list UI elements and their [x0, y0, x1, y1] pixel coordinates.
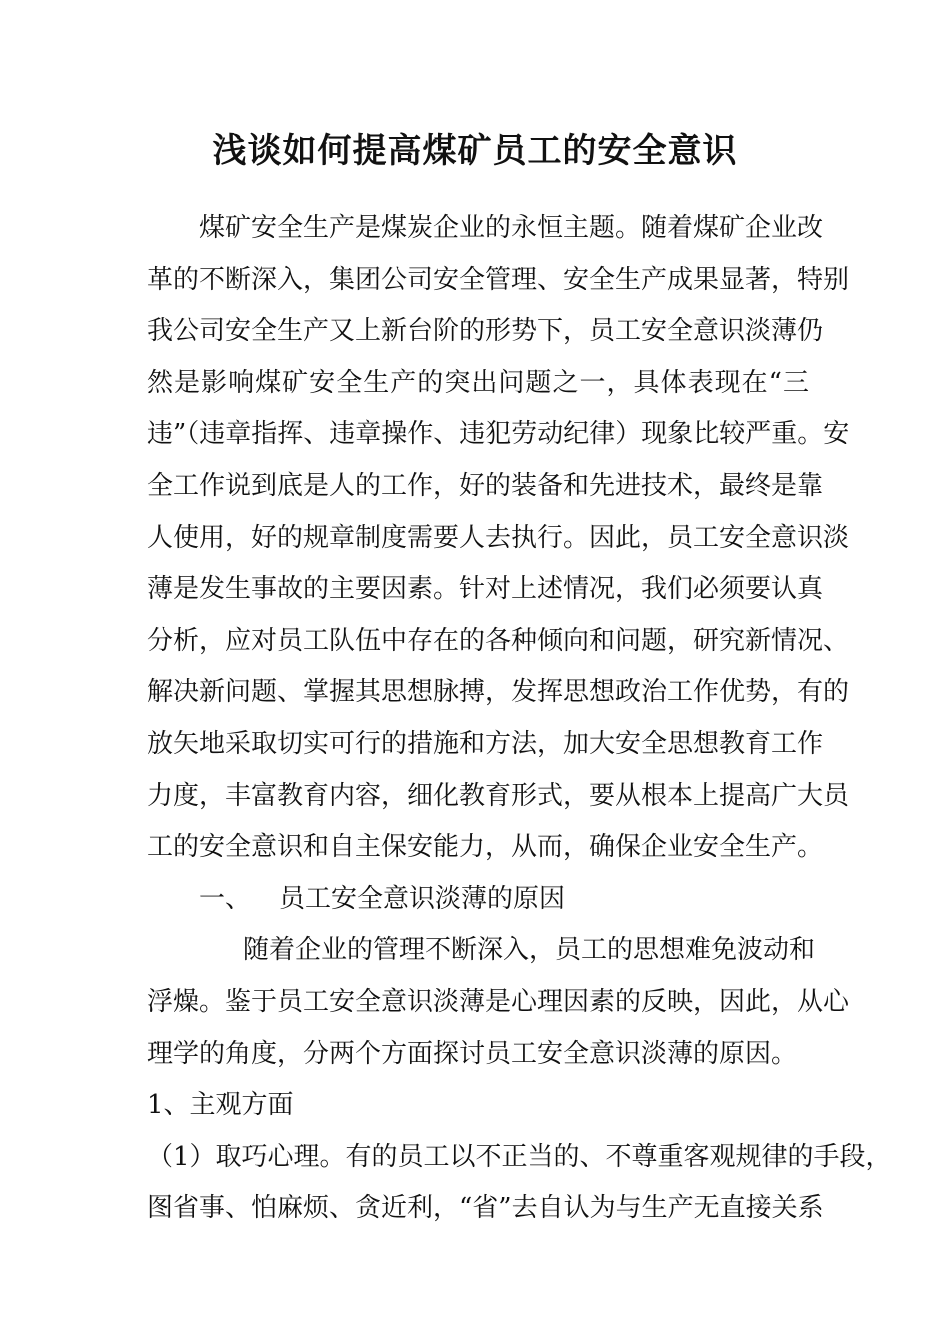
paragraph-1-line: 力度，丰富教育内容，细化教育形式，要从根本上提高广大员: [147, 780, 850, 811]
paragraph-2-line: 浮燥。鉴于员工安全意识淡薄是心理因素的反映，因此，从心: [147, 986, 850, 1017]
paragraph-1-line: 然是影响煤矿安全生产的突出问题之一，具体表现在“三: [147, 367, 809, 398]
paragraph-1-line: 革的不断深入，集团公司安全管理、安全生产成果显著，特别: [147, 264, 850, 295]
paragraph-1-line: 煤矿安全生产是煤炭企业的永恒主题。随着煤矿企业改: [199, 213, 824, 243]
paragraph-1-line: 人使用，好的规章制度需要人去执行。因此，员工安全意识淡: [147, 522, 850, 553]
paragraph-1-line: 解决新问题、掌握其思想脉搏，发挥思想政治工作优势，有的: [147, 677, 850, 708]
paragraph-1-line: 分析，应对员工队伍中存在的各种倾向和问题，研究新情况、: [147, 625, 850, 656]
document-body: [147, 203, 892, 1235]
subsection-1-heading: 1、主观方面: [147, 1090, 294, 1121]
paragraph-2-line: 理学的角度，分两个方面探讨员工安全意识淡薄的原因。: [147, 1038, 798, 1069]
paragraph-3-line: （1）取巧心理。有的员工以不正当的、不尊重客观规律的手段，: [147, 1141, 892, 1172]
paragraph-1-line: 我公司安全生产又上新台阶的形势下，员工安全意识淡薄仍: [147, 316, 824, 347]
paragraph-1-line: 放矢地采取切实可行的措施和方法，加大安全思想教育工作: [147, 728, 824, 759]
paragraph-1-line: 薄是发生事故的主要因素。针对上述情况，我们必须要认真: [147, 574, 824, 605]
document-title: 浅谈如何提高煤矿员工的安全意识: [212, 131, 738, 171]
section-1-title: 员工安全意识淡薄的原因: [279, 883, 566, 914]
paragraph-1-line: 全工作说到底是人的工作，好的装备和先进技术，最终是靠: [147, 470, 824, 501]
section-1-heading: [147, 874, 809, 926]
paragraph-1-line: 工的安全意识和自主保安能力，从而，确保企业安全生产。: [147, 832, 824, 863]
paragraph-2-line: 随着企业的管理不断深入，员工的思想难免波动和: [243, 935, 816, 966]
paragraph-3-line: 图省事、怕麻烦、贪近利，“省”去自认为与生产无直接关系: [147, 1193, 824, 1224]
paragraph-1-line: 违”（违章指挥、违章操作、违犯劳动纪律）现象比较严重。安: [147, 419, 850, 450]
section-1-number: 一、: [199, 883, 252, 914]
